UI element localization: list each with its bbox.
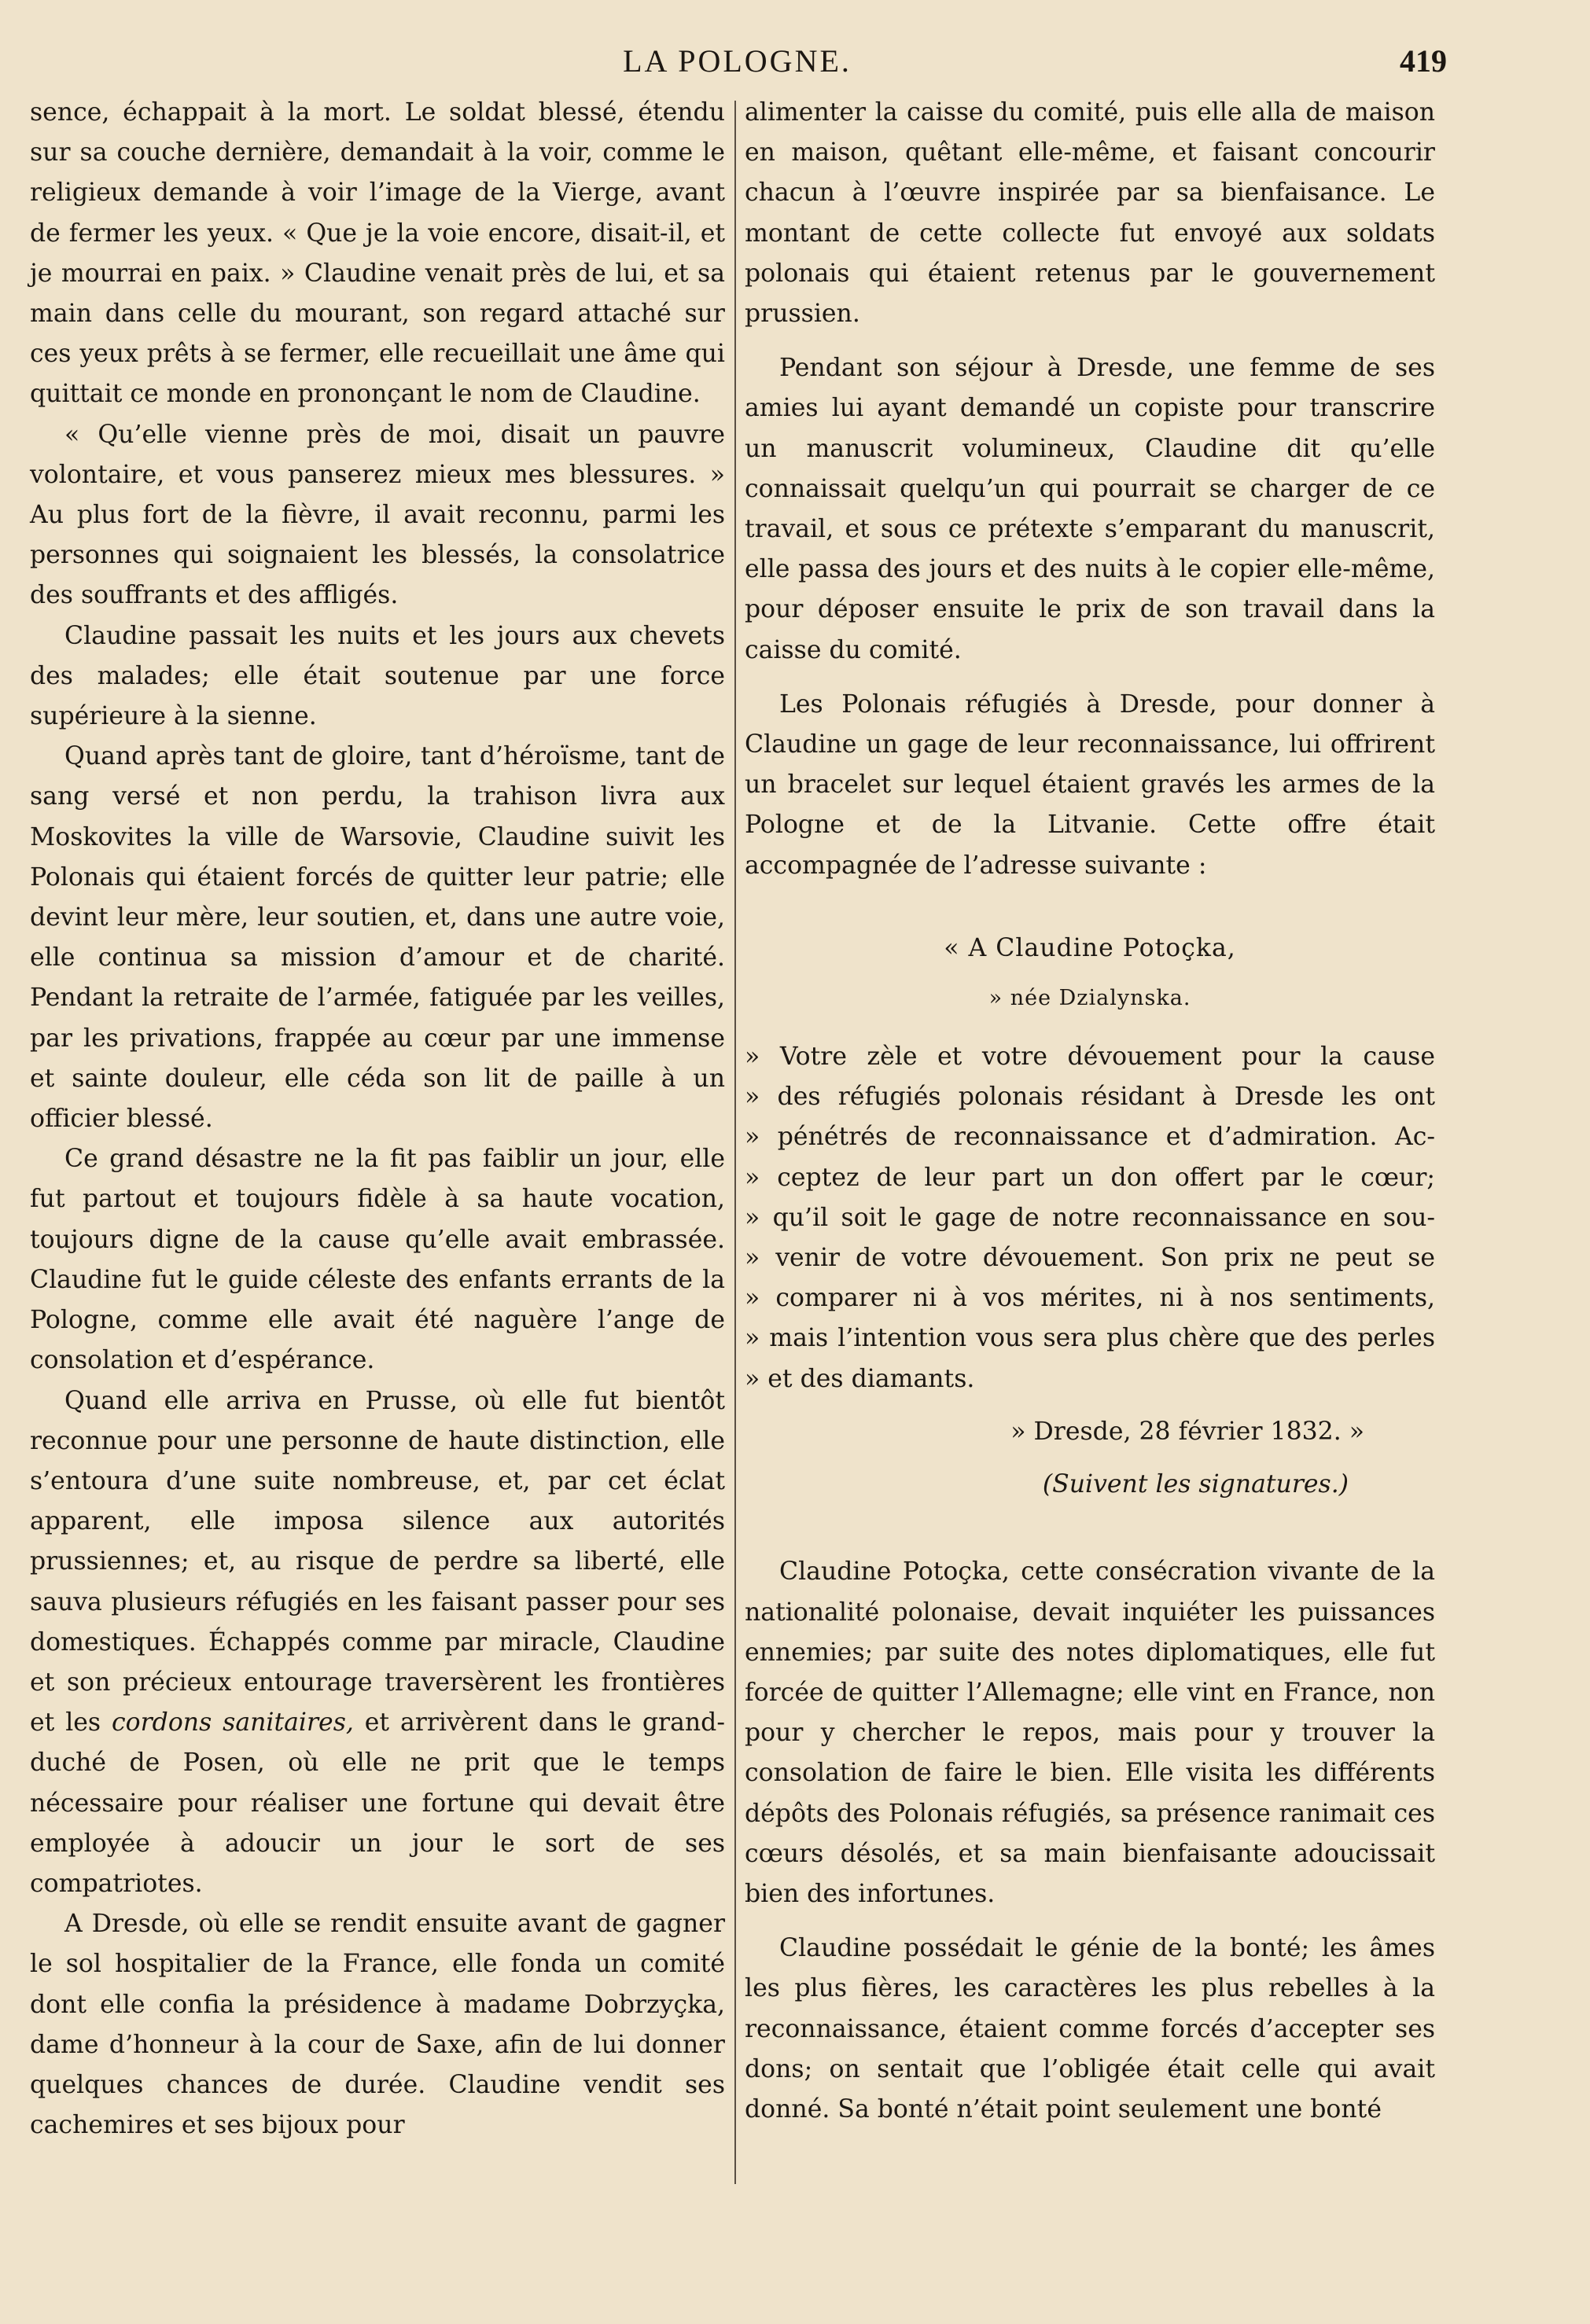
paragraph: Quand après tant de gloire, tant d’héroïsme, tant de sang versé et non perdu, la trahison livra aux Moskovites la ville de Warsovie, Claudine suivit les Polonais qui étaient forcés de quitter leur patrie; elle devint leur mère, leur soutien, et, dans une autre voie, elle continua sa mission d’amour et de charité. Pendant la retraite de l’armée, fatiguée par les veilles, par les privations, frappée au cœur par une immense et sainte douleur, elle céda son lit de paille à un officier blessé. — [30, 742, 725, 1134]
paragraph: alimenter la caisse du comité, puis elle alla de maison en maison, quêtant elle-même, et faisant concourir chacun à l’œuvre inspirée par sa bienfaisance. Le montant de cette collecte fut envoyé aux soldats polonais qui étaient retenus par le gouvernement prussien. — [745, 98, 1435, 329]
paragraph: Les Polonais réfugiés à Dresde, pour donner à Claudine un gage de leur reconnaissance, lui offrirent un bracelet sur lequel étaient gravés les armes de la Pologne et de la Litvanie. Cette offre était accompagnée de l’adresse suivante : — [745, 689, 1435, 880]
letter-line: » comparer ni à vos mérites, ni à nos sentiments, — [745, 1284, 1435, 1313]
letter-signoff: » Dresde, 28 février 1832. » — [1010, 1417, 1364, 1446]
paragraph: sence, échappait à la mort. Le soldat blessé, étendu sur sa couche dernière, demandait à la voir, comme le religieux demande à voir l’image de la Vierge, avant de fermer les yeux. « Que je la voie encore, disait-il, et je mourrai en paix. » Claudine venait près de lui, et sa main dans celle du mourant, son regard attaché sur ces yeux prêts à se fermer, elle recueillait une âme qui quittait ce monde en prononçant le nom de Claudine. — [30, 98, 725, 409]
letter-salutation: « A Claudine Potoçka, — [944, 933, 1236, 962]
emphasis-text: cordons sanitaires, — [112, 1708, 354, 1737]
paragraph-text: et arrivèrent dans le grand-duché de Posen, où elle ne prit que le temps nécessaire pour réaliser une fortune qui devait être employée à adoucir un jour le sort de ses compatriotes. — [30, 1708, 725, 1898]
left-column — [30, 93, 725, 2146]
running-title: LA POLOGNE. — [623, 43, 852, 79]
paragraph — [30, 1381, 725, 1905]
letter-line: » venir de votre dévouement. Son prix ne peut se — [745, 1244, 1435, 1273]
letter-line: » mais l’intention vous sera plus chère que des perles — [745, 1324, 1435, 1353]
column-divider — [734, 101, 736, 2184]
letter-line: » et des diamants. — [745, 1364, 975, 1393]
paragraph-text: Quand elle arriva en Prusse, où elle fut bientôt reconnue pour une personne de haute distinction, elle s’entoura d’une suite nombreuse, et, par cet éclat apparent, elle imposa silence aux autorités prussiennes; et, au risque de perdre sa liberté, elle sauva plusieurs réfugiés en les faisant passer pour ses domestiques. Échappés comme par miracle, Claudine et son précieux entourage traversèrent les frontières et les — [30, 1386, 725, 1737]
paragraph: Pendant son séjour à Dresde, une femme de ses amies lui ayant demandé un copiste pour transcrire un manuscrit volumineux, Claudine dit qu’elle connaissait quelqu’un qui pourrait se charger de ce travail, et sous ce prétexte s’emparant du manuscrit, elle passa des jours et des nuits à le copier elle-même, pour déposer ensuite le prix de son travail dans la caisse du comité. — [745, 354, 1435, 664]
letter-line: » pénétrés de reconnaissance et d’admiration. Ac- — [745, 1123, 1435, 1152]
paragraph: Claudine possédait le génie de la bonté; les âmes les plus fières, les caractères les plus rebelles à la reconnaissance, étaient comme forcés d’accepter ses dons; on sentait que l’obligée était celle qui avait donné. Sa bonté n’était point seulement une bonté — [745, 1934, 1435, 2124]
page-number: 419 — [1400, 43, 1447, 79]
paragraph: A Dresde, où elle se rendit ensuite avant de gagner le sol hospitalier de la France, elle fonda un comité dont elle confia la présidence à madame Dobrzyçka, dame d’honneur à la cour de Saxe, afin de lui donner quelques chances de durée. Claudine vendit ses cachemires et ses bijoux pour — [30, 1910, 725, 2140]
paragraph: Ce grand désastre ne la fit pas faiblir un jour, elle fut partout et toujours fidèle à sa haute vocation, toujours digne de la cause qu’elle avait embrassée. Claudine fut le guide céleste des enfants errants de la Pologne, comme elle avait été naguère l’ange de consolation et d’espérance. — [30, 1145, 725, 1375]
letter-line: » des réfugiés polonais résidant à Dresde les ont — [745, 1083, 1435, 1112]
page-header — [0, 38, 1590, 85]
letter-signatures: (Suivent les signatures.) — [1042, 1470, 1349, 1499]
paragraph: Claudine passait les nuits et les jours aux chevets des malades; elle était soutenue par une force supérieure à la sienne. — [30, 621, 725, 731]
paragraph: « Qu’elle vienne près de moi, disait un pauvre volontaire, et vous panserez mieux mes blessures. » Au plus fort de la fièvre, il avait reconnu, parmi les personnes qui soignaient les blessés, la consolatrice des souffrants et des affligés. — [30, 420, 725, 610]
letter-line: » ceptez de leur part un don offert par le cœur; — [745, 1163, 1435, 1192]
letter-line: » Votre zèle et votre dévouement pour la cause — [745, 1042, 1435, 1072]
right-column — [745, 93, 1435, 2130]
letter-line: » qu’il soit le gage de notre reconnaissance en sou- — [745, 1203, 1435, 1232]
letter-salutation-name: » née Dzialynska. — [988, 985, 1191, 1010]
letter-body — [745, 1037, 1435, 1399]
paragraph: Claudine Potoçka, cette consécration vivante de la nationalité polonaise, devait inquiéter les puissances ennemies; par suite des notes diplomatiques, elle fut forcée de quitter l’Allemagne; elle vint en France, non pour y chercher le repos, mais pour y trouver la consolation de faire le bien. Elle visita les différents dépôts des Polonais réfugiés, sa présence ranimait ces cœurs désolés, et sa main bienfaisante adoucissait bien des infortunes. — [745, 1557, 1435, 1908]
